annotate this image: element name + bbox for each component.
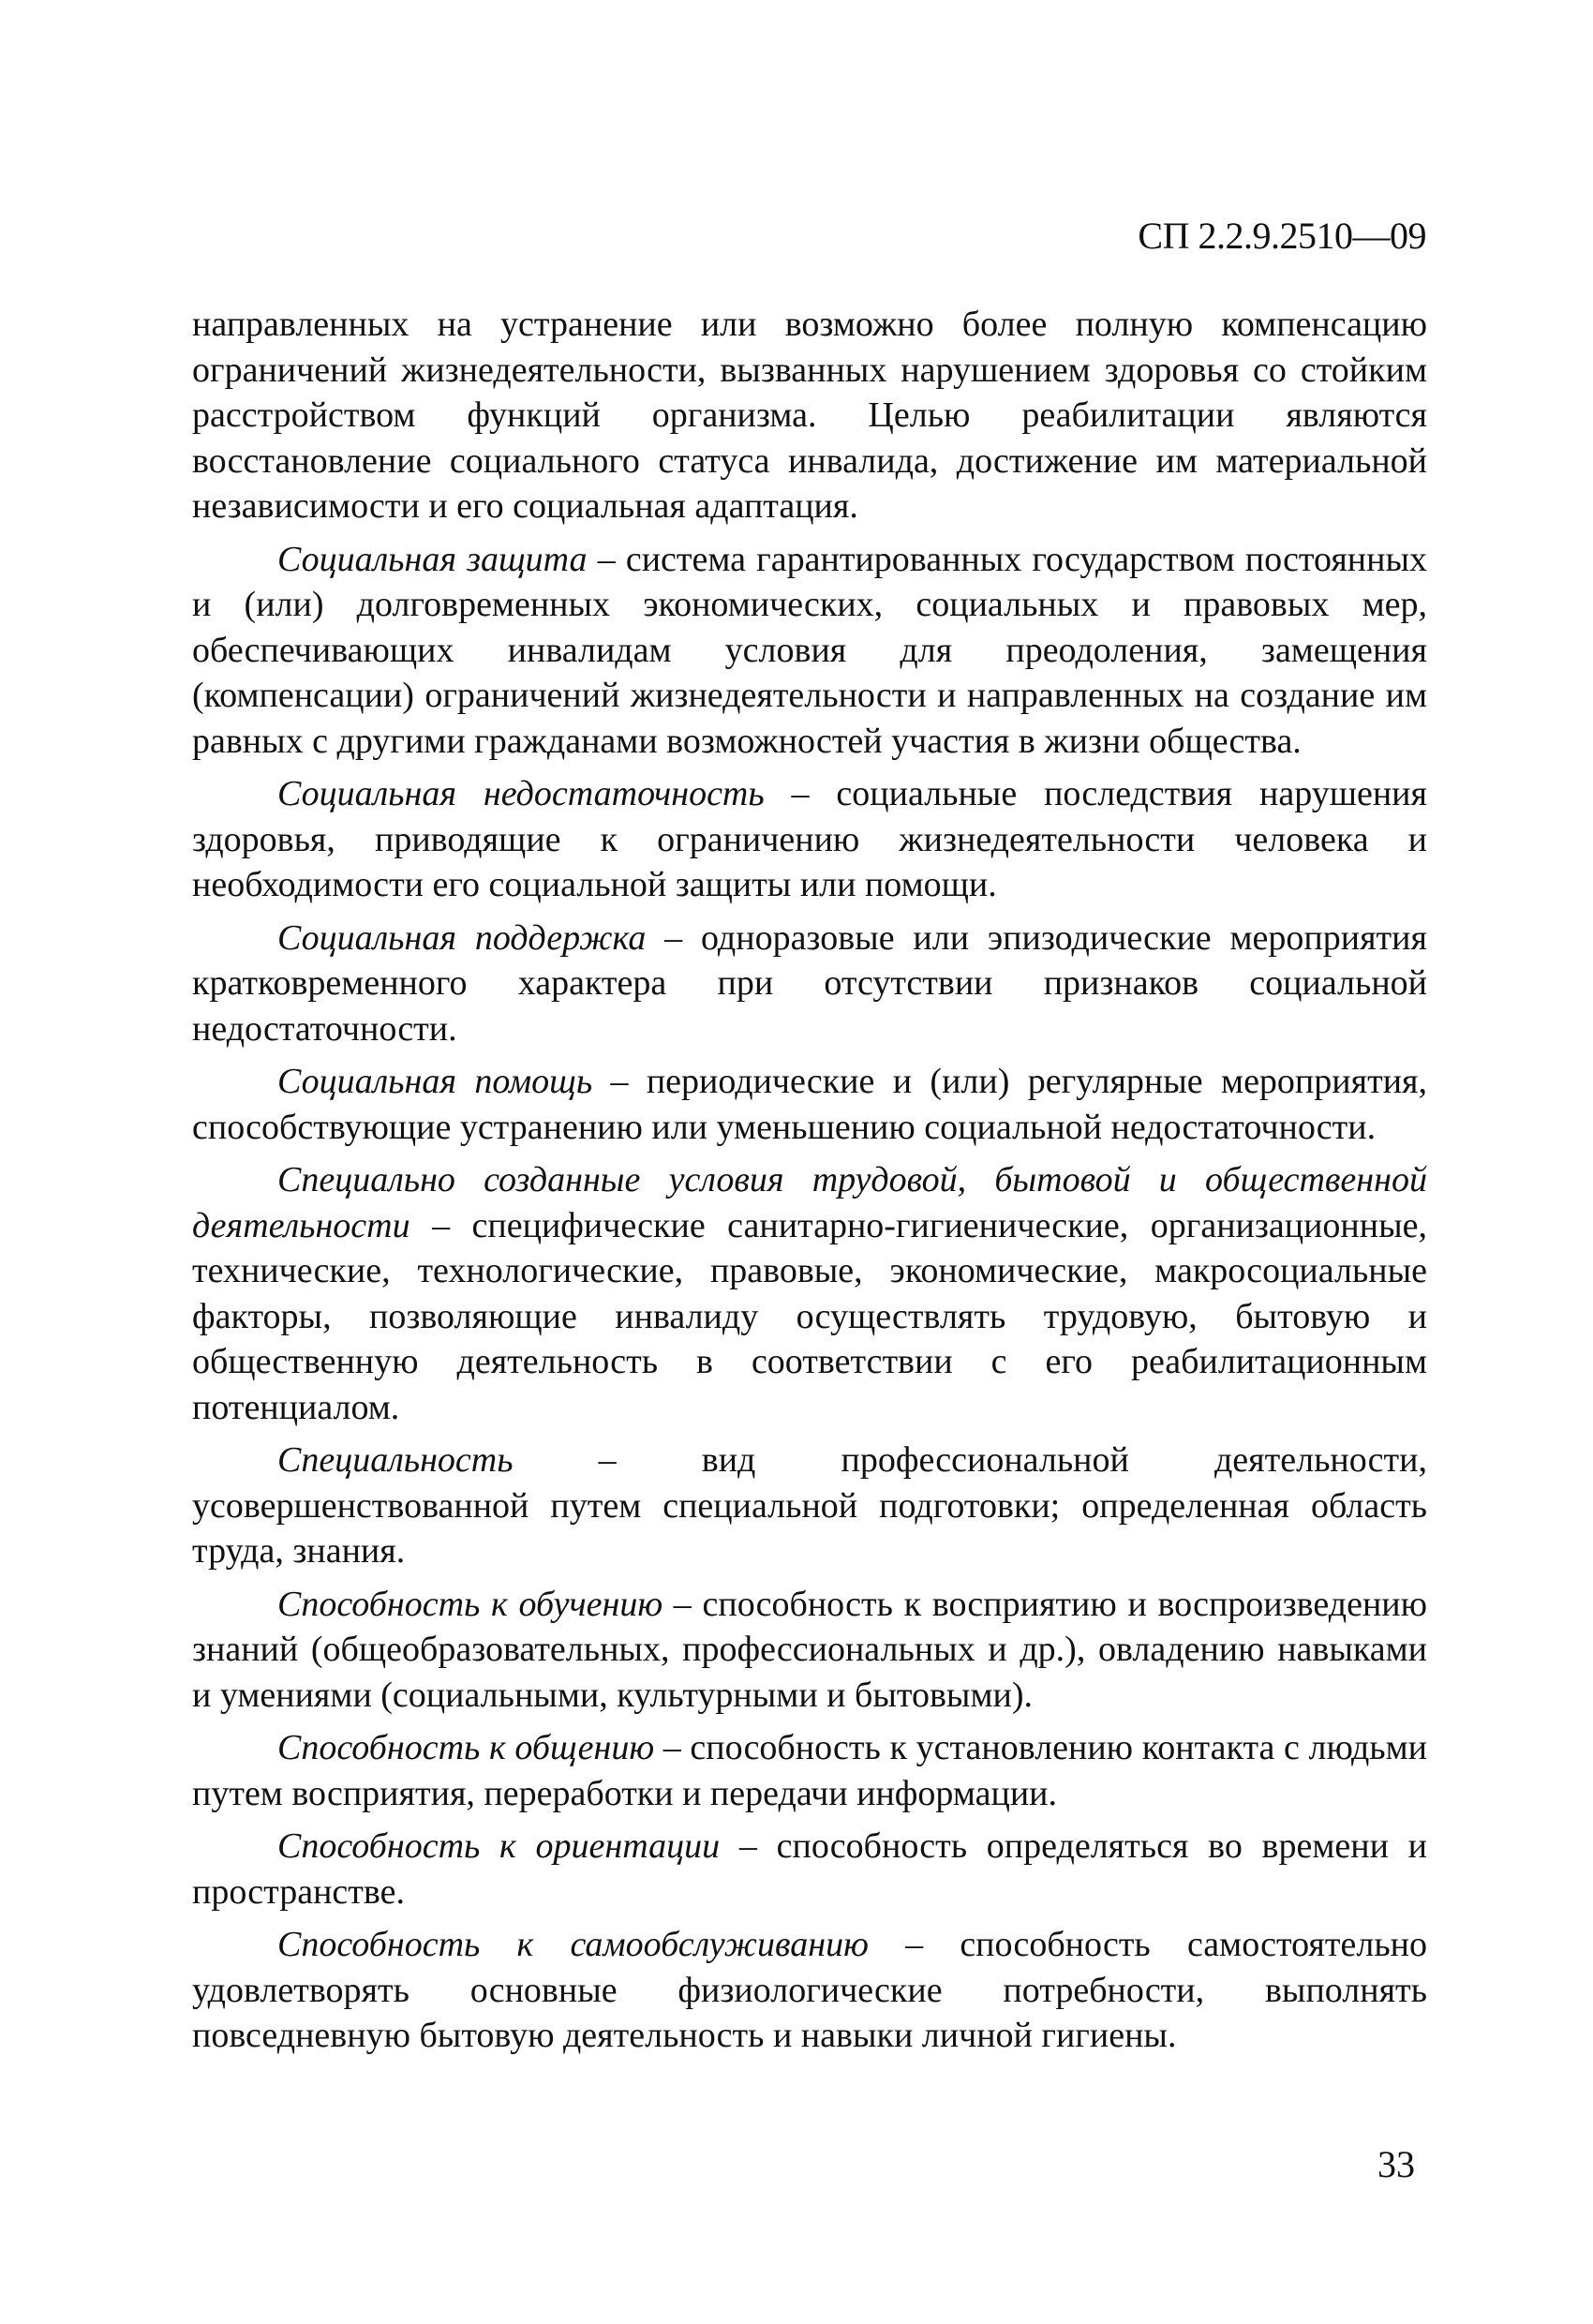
- definition-paragraph: [192, 1438, 1427, 1574]
- definition-text: – система гарантированных государством постоянных и (или) долговременных экономических, социальных и правовых мер, обеспечивающих инвалидам условия для преодоления, замещения (компенсации) ограничений жизнедеятельности и направленных на создание им равных с другими гражданами возможностей участия в жизни общества.: [192, 539, 1427, 761]
- lead-paragraph: направленных на устранение или возможно более полную компенсацию ограничений жизнедеятельности, вызванных нарушением здоровья со стойким расстройством функций организма. Целью реабилитации являются восстановление социального статуса инвалида, достижение им материальной независимости и его социальная адаптация.: [192, 305, 1427, 526]
- definition-text: – способность определяться во времени и пространстве.: [192, 1826, 1427, 1912]
- definition-term: Способность к ориентации: [277, 1826, 721, 1866]
- definition-text: – способность к установлению контакта с людьми путем восприятия, переработки и передачи информации.: [192, 1728, 1428, 1813]
- definition-paragraph: [192, 916, 1427, 1052]
- definition-term: Способность к самообслуживанию: [277, 1925, 869, 1964]
- definition-text: – вид профессиональной деятельности, усовершенствованной путем специальной подготовки; определенная область труда, знания.: [192, 1440, 1427, 1571]
- definition-paragraph: [192, 1922, 1427, 2059]
- definition-term: Социальная защита: [277, 539, 588, 579]
- definition-term: Специальность: [277, 1440, 514, 1480]
- definition-paragraph: [192, 771, 1427, 908]
- definition-paragraph: [192, 1059, 1427, 1150]
- definition-text: – специфические санитарно-гигиенические, организационные, технические, технологические, правовые, экономические, макросоциальные факторы, позволяющие инвалиду осуществлять трудовую, бытовую и общественную деятельность в соответствии с его реабилитационным потенциалом.: [192, 1205, 1427, 1427]
- definition-paragraph: [192, 537, 1427, 765]
- document-body: [192, 302, 1427, 2066]
- definition-term: Способность к обучению: [277, 1584, 663, 1624]
- definition-paragraph: [192, 1582, 1427, 1719]
- definition-term: Способность к общению: [277, 1728, 655, 1767]
- page-number: 33: [1377, 2143, 1415, 2185]
- definition-paragraph: [192, 1824, 1427, 1914]
- document-code: СП 2.2.9.2510—09: [1138, 215, 1426, 257]
- definition-term: Социальная недостаточность: [277, 774, 765, 813]
- definition-term: Специально созданные условия трудовой, бытовой и общественной деятельности: [192, 1160, 1427, 1245]
- definition-paragraph: [192, 1157, 1427, 1430]
- definition-text: – периодические и (или) регулярные мероприятия, способствующие устранению или уменьшению социальной недостаточности.: [192, 1062, 1428, 1147]
- definition-text: – способность к восприятию и воспроизведению знаний (общеобразовательных, профессиональных и др.), овладению навыками и умениями (социальными, культурными и бытовыми).: [192, 1584, 1428, 1715]
- definition-text: – социальные последствия нарушения здоровья, приводящие к ограничению жизнедеятельности человека и необходимости его социальной защиты или помощи.: [192, 774, 1427, 904]
- definition-paragraph: [192, 1725, 1427, 1816]
- definition-term: Социальная помощь: [277, 1062, 593, 1101]
- definition-text: – способность самостоятельно удовлетворять основные физиологические потребности, выполнять повседневную бытовую деятельность и навыки личной гигиены.: [192, 1925, 1427, 2055]
- definition-term: Социальная поддержка: [277, 917, 647, 958]
- definition-text: – одноразовые или эпизодические мероприятия кратковременного характера при отсутствии признаков социальной недостаточности.: [192, 917, 1427, 1049]
